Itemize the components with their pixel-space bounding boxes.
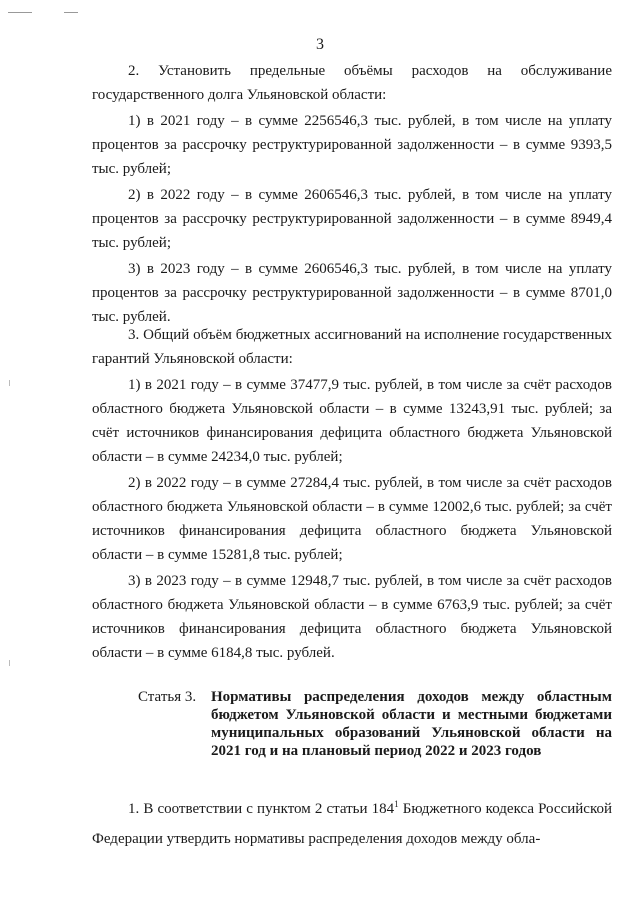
section-2-debt-service — [92, 59, 612, 329]
binding-margin-tick — [9, 660, 10, 666]
section-3-intro: 3. Общий объём бюджетных ассигнований на исполнение государственных гарантий Ульяновской области: — [92, 327, 612, 367]
scan-corner-mark-left — [8, 12, 32, 13]
binding-margin-tick — [9, 380, 10, 386]
footnote-superscript: 1 — [394, 799, 399, 809]
section-2-item-2022: 2) в 2022 году – в сумме 2606546,3 тыс. рублей, в том числе на уплату процентов за рассрочку реструктурированной задолженности – в сумме 8949,4 тыс. рублей; — [92, 187, 612, 251]
section-3-item-2022: 2) в 2022 году – в сумме 27284,4 тыс. рублей, в том числе за счёт расходов областного бюджета Ульяновской области – в сумме 12002,6 тыс. рублей; за счёт источников финансирования дефицита областного бюджета Ульяновской области – в сумме 15281,8 тыс. рублей; — [92, 475, 612, 563]
article-label: Статья 3. — [138, 689, 197, 705]
article-title: Нормативы распределения доходов между областным бюджетом Ульяновской области и местными бюджетами муниципальных образований Ульяновской области на 2021 год и на плановый период 2022 и 2023 годов — [211, 689, 612, 759]
section-2-item-2023: 3) в 2023 году – в сумме 2606546,3 тыс. рублей, в том числе на уплату процентов за рассрочку реструктурированной задолженности – в сумме 8701,0 тыс. рублей. — [92, 261, 612, 325]
scan-corner-mark-right — [64, 12, 78, 13]
section-3-guarantees — [92, 323, 612, 665]
page-number: 3 — [316, 36, 324, 53]
section-2-item-2021: 1) в 2021 году – в сумме 2256546,3 тыс. рублей, в том числе на уплату процентов за рассрочку реструктурированной задолженности – в сумме 9393,5 тыс. рублей; — [92, 113, 612, 177]
paragraph-text-start: 1. В соответствии с пунктом 2 статьи 184 — [128, 801, 395, 817]
article-3-paragraph-1 — [92, 794, 612, 854]
paragraph-text-end: Бюджетного кодекса Российской Федерации утвердить нормативы распределения доходов между обла- — [92, 801, 612, 847]
section-2-intro: 2. Установить предельные объёмы расходов на обслуживание государственного долга Ульяновской области: — [92, 63, 612, 103]
section-3-item-2021: 1) в 2021 году – в сумме 37477,9 тыс. рублей, в том числе за счёт расходов областного бюджета Ульяновской области – в сумме 13243,91 тыс. рублей; за счёт источников финансирования дефицита областного бюджета Ульяновской области – в сумме 24234,0 тыс. рублей; — [92, 377, 612, 465]
section-3-item-2023: 3) в 2023 году – в сумме 12948,7 тыс. рублей, в том числе за счёт расходов областного бюджета Ульяновской области – в сумме 6763,9 тыс. рублей; за счёт источников финансирования дефицита областного бюджета Ульяновской области – в сумме 6184,8 тыс. рублей. — [92, 573, 612, 661]
